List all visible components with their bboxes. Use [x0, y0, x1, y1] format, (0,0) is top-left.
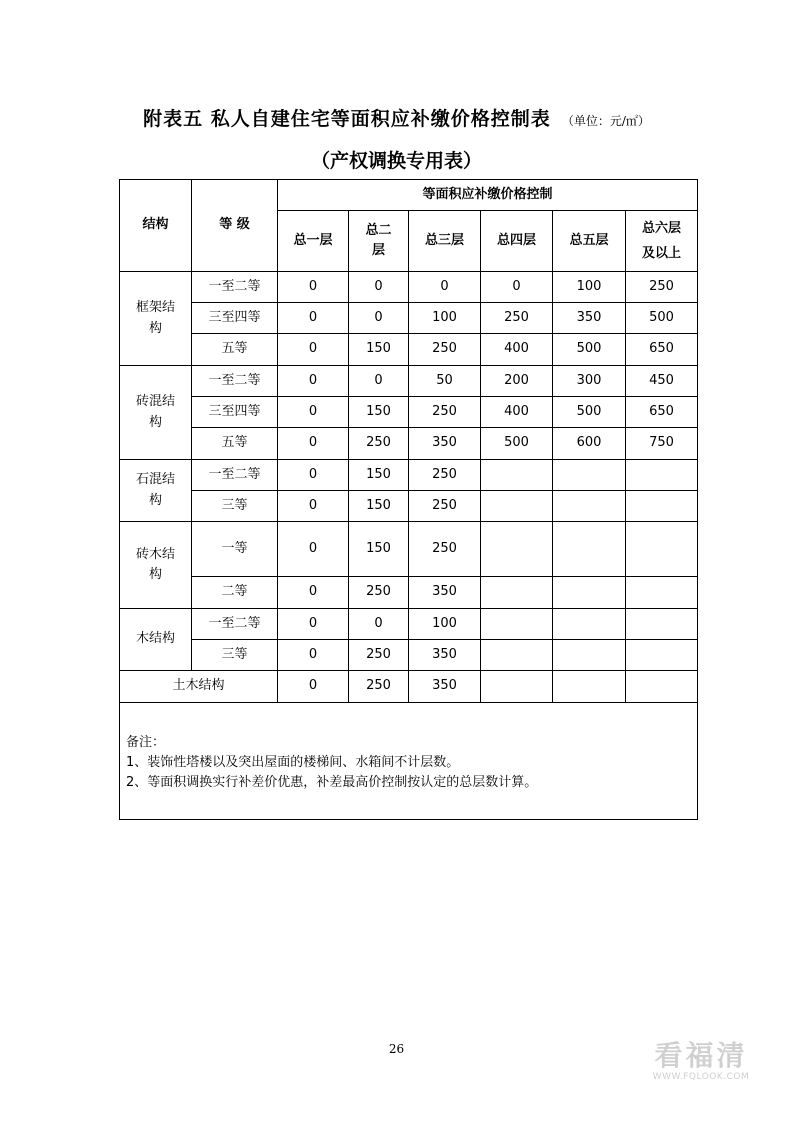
empty-cell — [553, 671, 626, 703]
price-cell: 150 — [349, 334, 409, 366]
empty-cell — [626, 609, 698, 640]
price-cell: 150 — [349, 491, 409, 522]
header-floor-4: 总四层 — [481, 211, 553, 272]
price-cell: 0 — [409, 272, 481, 303]
header-floor-2: 总二层 — [349, 211, 409, 272]
empty-cell — [626, 491, 698, 522]
grade-cell: 二等 — [192, 577, 278, 609]
empty-cell — [481, 522, 553, 577]
page-number: 26 — [388, 1042, 405, 1056]
watermark-logo — [634, 1040, 768, 1083]
price-cell: 0 — [278, 577, 349, 609]
price-cell: 400 — [481, 334, 553, 366]
empty-cell — [481, 460, 553, 491]
table-row — [120, 460, 698, 491]
grade-cell: 一至二等 — [192, 460, 278, 491]
table-row — [120, 272, 698, 303]
structure-frame: 框架结构 — [120, 272, 192, 366]
empty-cell — [553, 460, 626, 491]
price-cell: 500 — [626, 303, 698, 334]
price-cell: 0 — [278, 640, 349, 671]
watermark-url: WWW.FQLOOK.COM — [652, 1072, 750, 1082]
price-cell: 750 — [626, 428, 698, 460]
price-cell: 250 — [349, 640, 409, 671]
price-cell: 600 — [553, 428, 626, 460]
grade-cell: 三等 — [192, 491, 278, 522]
price-cell: 0 — [278, 671, 349, 703]
empty-cell — [481, 491, 553, 522]
empty-cell — [481, 609, 553, 640]
price-cell: 250 — [409, 397, 481, 428]
price-cell: 500 — [481, 428, 553, 460]
document-title: 附表五 私人自建住宅等面积应补缴价格控制表 — [143, 108, 551, 130]
price-cell: 250 — [409, 491, 481, 522]
grade-cell: 三至四等 — [192, 397, 278, 428]
price-cell: 250 — [349, 671, 409, 703]
price-cell: 400 — [481, 397, 553, 428]
table-row — [120, 640, 698, 671]
notes-heading: 备注： — [126, 735, 166, 750]
table-row — [120, 366, 698, 397]
grade-cell: 一至二等 — [192, 609, 278, 640]
document-title-line — [0, 104, 793, 131]
structure-brick-wood: 砖木结构 — [120, 522, 192, 609]
empty-cell — [481, 577, 553, 609]
price-cell: 0 — [278, 366, 349, 397]
empty-cell — [553, 522, 626, 577]
price-cell: 0 — [349, 272, 409, 303]
grade-cell: 一等 — [192, 522, 278, 577]
header-floor-5: 总五层 — [553, 211, 626, 272]
structure-brick-concrete: 砖混结构 — [120, 366, 192, 460]
price-cell: 0 — [278, 522, 349, 577]
grade-cell: 一至二等 — [192, 366, 278, 397]
table-row — [120, 428, 698, 460]
price-cell: 350 — [409, 428, 481, 460]
price-cell: 0 — [278, 460, 349, 491]
watermark-text: 看福清 — [654, 1039, 748, 1072]
empty-cell — [481, 640, 553, 671]
header-grade: 等 级 — [192, 180, 278, 272]
empty-cell — [553, 609, 626, 640]
price-cell: 350 — [409, 640, 481, 671]
header-structure: 结构 — [120, 180, 192, 272]
table-row — [120, 303, 698, 334]
price-cell: 500 — [553, 334, 626, 366]
table-row — [120, 491, 698, 522]
grade-cell: 三等 — [192, 640, 278, 671]
price-cell: 0 — [278, 428, 349, 460]
price-cell: 350 — [553, 303, 626, 334]
empty-cell — [553, 577, 626, 609]
empty-cell — [626, 640, 698, 671]
price-cell: 250 — [349, 428, 409, 460]
structure-wood: 木结构 — [120, 609, 192, 671]
price-cell: 0 — [278, 334, 349, 366]
header-row-1 — [120, 180, 698, 211]
price-cell: 0 — [278, 397, 349, 428]
empty-cell — [481, 671, 553, 703]
table-row — [120, 397, 698, 428]
price-cell: 250 — [481, 303, 553, 334]
price-cell: 250 — [409, 522, 481, 577]
price-cell: 100 — [409, 609, 481, 640]
price-cell: 250 — [409, 460, 481, 491]
price-cell: 350 — [409, 671, 481, 703]
price-cell: 350 — [409, 577, 481, 609]
empty-cell — [553, 640, 626, 671]
notes-row — [120, 703, 698, 820]
structure-stone-concrete: 石混结构 — [120, 460, 192, 522]
price-cell: 150 — [349, 522, 409, 577]
price-cell: 300 — [553, 366, 626, 397]
structure-earth-wood: 土木结构 — [120, 671, 278, 703]
empty-cell — [626, 522, 698, 577]
price-cell: 0 — [349, 366, 409, 397]
price-cell: 0 — [481, 272, 553, 303]
unit-label: （单位：元/㎡） — [561, 114, 650, 128]
price-cell: 0 — [278, 303, 349, 334]
price-cell: 100 — [409, 303, 481, 334]
price-cell: 100 — [553, 272, 626, 303]
table-row — [120, 609, 698, 640]
empty-cell — [626, 577, 698, 609]
grade-cell: 五等 — [192, 334, 278, 366]
price-cell: 650 — [626, 397, 698, 428]
price-cell: 0 — [278, 609, 349, 640]
table-row — [120, 522, 698, 577]
empty-cell — [626, 671, 698, 703]
price-cell: 250 — [349, 577, 409, 609]
price-cell: 150 — [349, 397, 409, 428]
grade-cell: 三至四等 — [192, 303, 278, 334]
price-cell: 0 — [349, 609, 409, 640]
note-item: 1、装饰性塔楼以及突出屋面的楼梯间、水箱间不计层数。 — [126, 755, 460, 771]
header-floor-1: 总一层 — [278, 211, 349, 272]
price-cell: 500 — [553, 397, 626, 428]
price-cell: 650 — [626, 334, 698, 366]
price-cell: 0 — [278, 491, 349, 522]
price-cell: 0 — [278, 272, 349, 303]
grade-cell: 五等 — [192, 428, 278, 460]
table-row — [120, 334, 698, 366]
notes-cell — [120, 703, 698, 820]
price-cell: 250 — [626, 272, 698, 303]
price-cell: 0 — [349, 303, 409, 334]
price-cell: 250 — [409, 334, 481, 366]
price-cell: 50 — [409, 366, 481, 397]
grade-cell: 一至二等 — [192, 272, 278, 303]
header-floor-6: 总六层及以上 — [626, 211, 698, 272]
header-price-group: 等面积应补缴价格控制 — [278, 180, 698, 211]
price-cell: 150 — [349, 460, 409, 491]
note-item: 2、等面积调换实行补差价优惠，补差最高价控制按认定的总层数计算。 — [126, 775, 538, 791]
price-control-table — [119, 179, 698, 820]
empty-cell — [553, 491, 626, 522]
table-row — [120, 577, 698, 609]
document-subtitle: （产权调换专用表） — [310, 150, 482, 172]
price-cell: 200 — [481, 366, 553, 397]
empty-cell — [626, 460, 698, 491]
price-cell: 450 — [626, 366, 698, 397]
header-floor-3: 总三层 — [409, 211, 481, 272]
table-row — [120, 671, 698, 703]
